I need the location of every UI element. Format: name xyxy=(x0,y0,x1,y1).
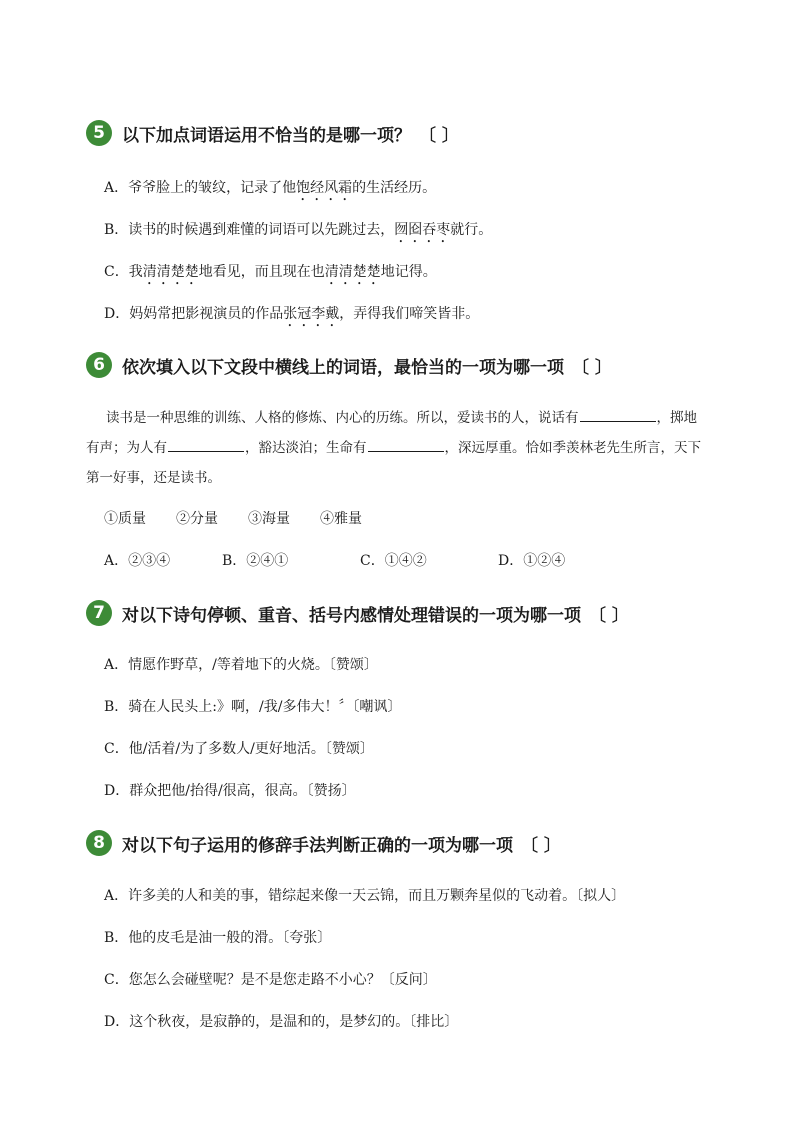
fill-blank[interactable] xyxy=(368,437,444,452)
option-text: A．爷爷脸上的皱纹，记录了他 xyxy=(104,180,297,196)
question-5-heading xyxy=(86,120,459,146)
question-6-heading xyxy=(86,352,612,378)
option-text: C．我 xyxy=(104,264,143,280)
word-choice: ②分量 xyxy=(176,511,218,527)
option-c: C．①④② xyxy=(360,553,427,569)
option-c: C．他/活着/为了多数人/更好地活。〔赞颂〕 xyxy=(104,741,374,757)
question-title: 对以下句子运用的修辞手法判断正确的一项为哪一项 xyxy=(122,835,513,856)
dotted-word: 囫囵吞枣 xyxy=(394,222,451,238)
passage xyxy=(86,403,710,493)
question-number-badge: 7 xyxy=(86,600,112,626)
option-c: C．您怎么会碰壁呢？是不是您走路不小心？〔反问〕 xyxy=(104,972,437,988)
word-choice: ④雅量 xyxy=(320,511,362,527)
word-choice: ③海量 xyxy=(248,511,290,527)
passage-text: ，深远厚重。恰如季羡林老先生所言，天下第一好事，还是读书。 xyxy=(86,440,701,486)
question-7-heading xyxy=(86,600,629,626)
option-b xyxy=(104,219,492,246)
question-8-heading xyxy=(86,830,561,856)
option-text: 地看见，而且现在也 xyxy=(198,264,325,280)
option-c xyxy=(104,261,437,288)
question-number-badge: 8 xyxy=(86,830,112,856)
passage-text: ，掷地有声；为人有 xyxy=(86,410,697,456)
dotted-word: 饱经风霜 xyxy=(296,180,353,196)
option-text: 地记得。 xyxy=(380,264,437,280)
question-title: 依次填入以下文段中横线上的词语，最恰当的一项为哪一项 xyxy=(122,357,564,378)
answer-bracket: 〔 〕 xyxy=(521,835,561,856)
word-choices xyxy=(104,508,362,528)
passage-text: 读书是一种思维的训练、人格的修炼、内心的历练。所以，爱读书的人，说话有 xyxy=(106,410,579,426)
option-d: D．群众把他/抬得/很高，很高。〔赞扬〕 xyxy=(104,783,356,799)
option-a: A．②③④ xyxy=(104,553,171,569)
question-number-badge: 6 xyxy=(86,352,112,378)
dotted-word: 张冠李戴 xyxy=(283,306,340,322)
option-b: B．骑在人民头上:》啊，/我/多伟大！〞〔嘲讽〕 xyxy=(104,699,402,715)
option-a: A．许多美的人和美的事，错综起来像一天云锦，而且万颗奔星似的飞动着。〔拟人〕 xyxy=(104,888,626,904)
answer-options xyxy=(104,550,565,570)
question-title: 以下加点词语运用不恰当的是哪一项？ xyxy=(122,125,411,146)
fill-blank[interactable] xyxy=(580,407,656,422)
option-text: 的生活经历。 xyxy=(352,180,437,196)
option-text: B．读书的时候遇到难懂的词语可以先跳过去， xyxy=(104,222,395,238)
fill-blank[interactable] xyxy=(168,437,244,452)
answer-bracket: 〔 〕 xyxy=(419,125,459,146)
option-a xyxy=(104,177,436,204)
answer-bracket: 〔 〕 xyxy=(572,357,612,378)
option-text: 就行。 xyxy=(450,222,493,238)
option-text: ，弄得我们啼笑皆非。 xyxy=(339,306,480,322)
passage-text: ，豁达淡泊；生命有 xyxy=(245,440,367,456)
dotted-word: 清清楚楚 xyxy=(324,264,381,280)
word-choice: ①质量 xyxy=(104,511,146,527)
option-b: B．他的皮毛是油一般的滑。〔夸张〕 xyxy=(104,930,332,946)
option-a: A．情愿作野草，/等着地下的火烧。〔赞颂〕 xyxy=(104,657,378,673)
option-d: D．①②④ xyxy=(498,553,566,569)
dotted-word: 清清楚楚 xyxy=(142,264,199,280)
question-title: 对以下诗句停顿、重音、括号内感情处理错误的一项为哪一项 xyxy=(122,605,581,626)
answer-bracket: 〔 〕 xyxy=(589,605,629,626)
option-d xyxy=(104,303,479,330)
question-number-badge: 5 xyxy=(86,120,112,146)
option-d: D．这个秋夜，是寂静的，是温和的，是梦幻的。〔排比〕 xyxy=(104,1014,459,1030)
option-text: D．妈妈常把影视演员的作品 xyxy=(104,306,284,322)
option-b: B．②④① xyxy=(222,553,289,569)
